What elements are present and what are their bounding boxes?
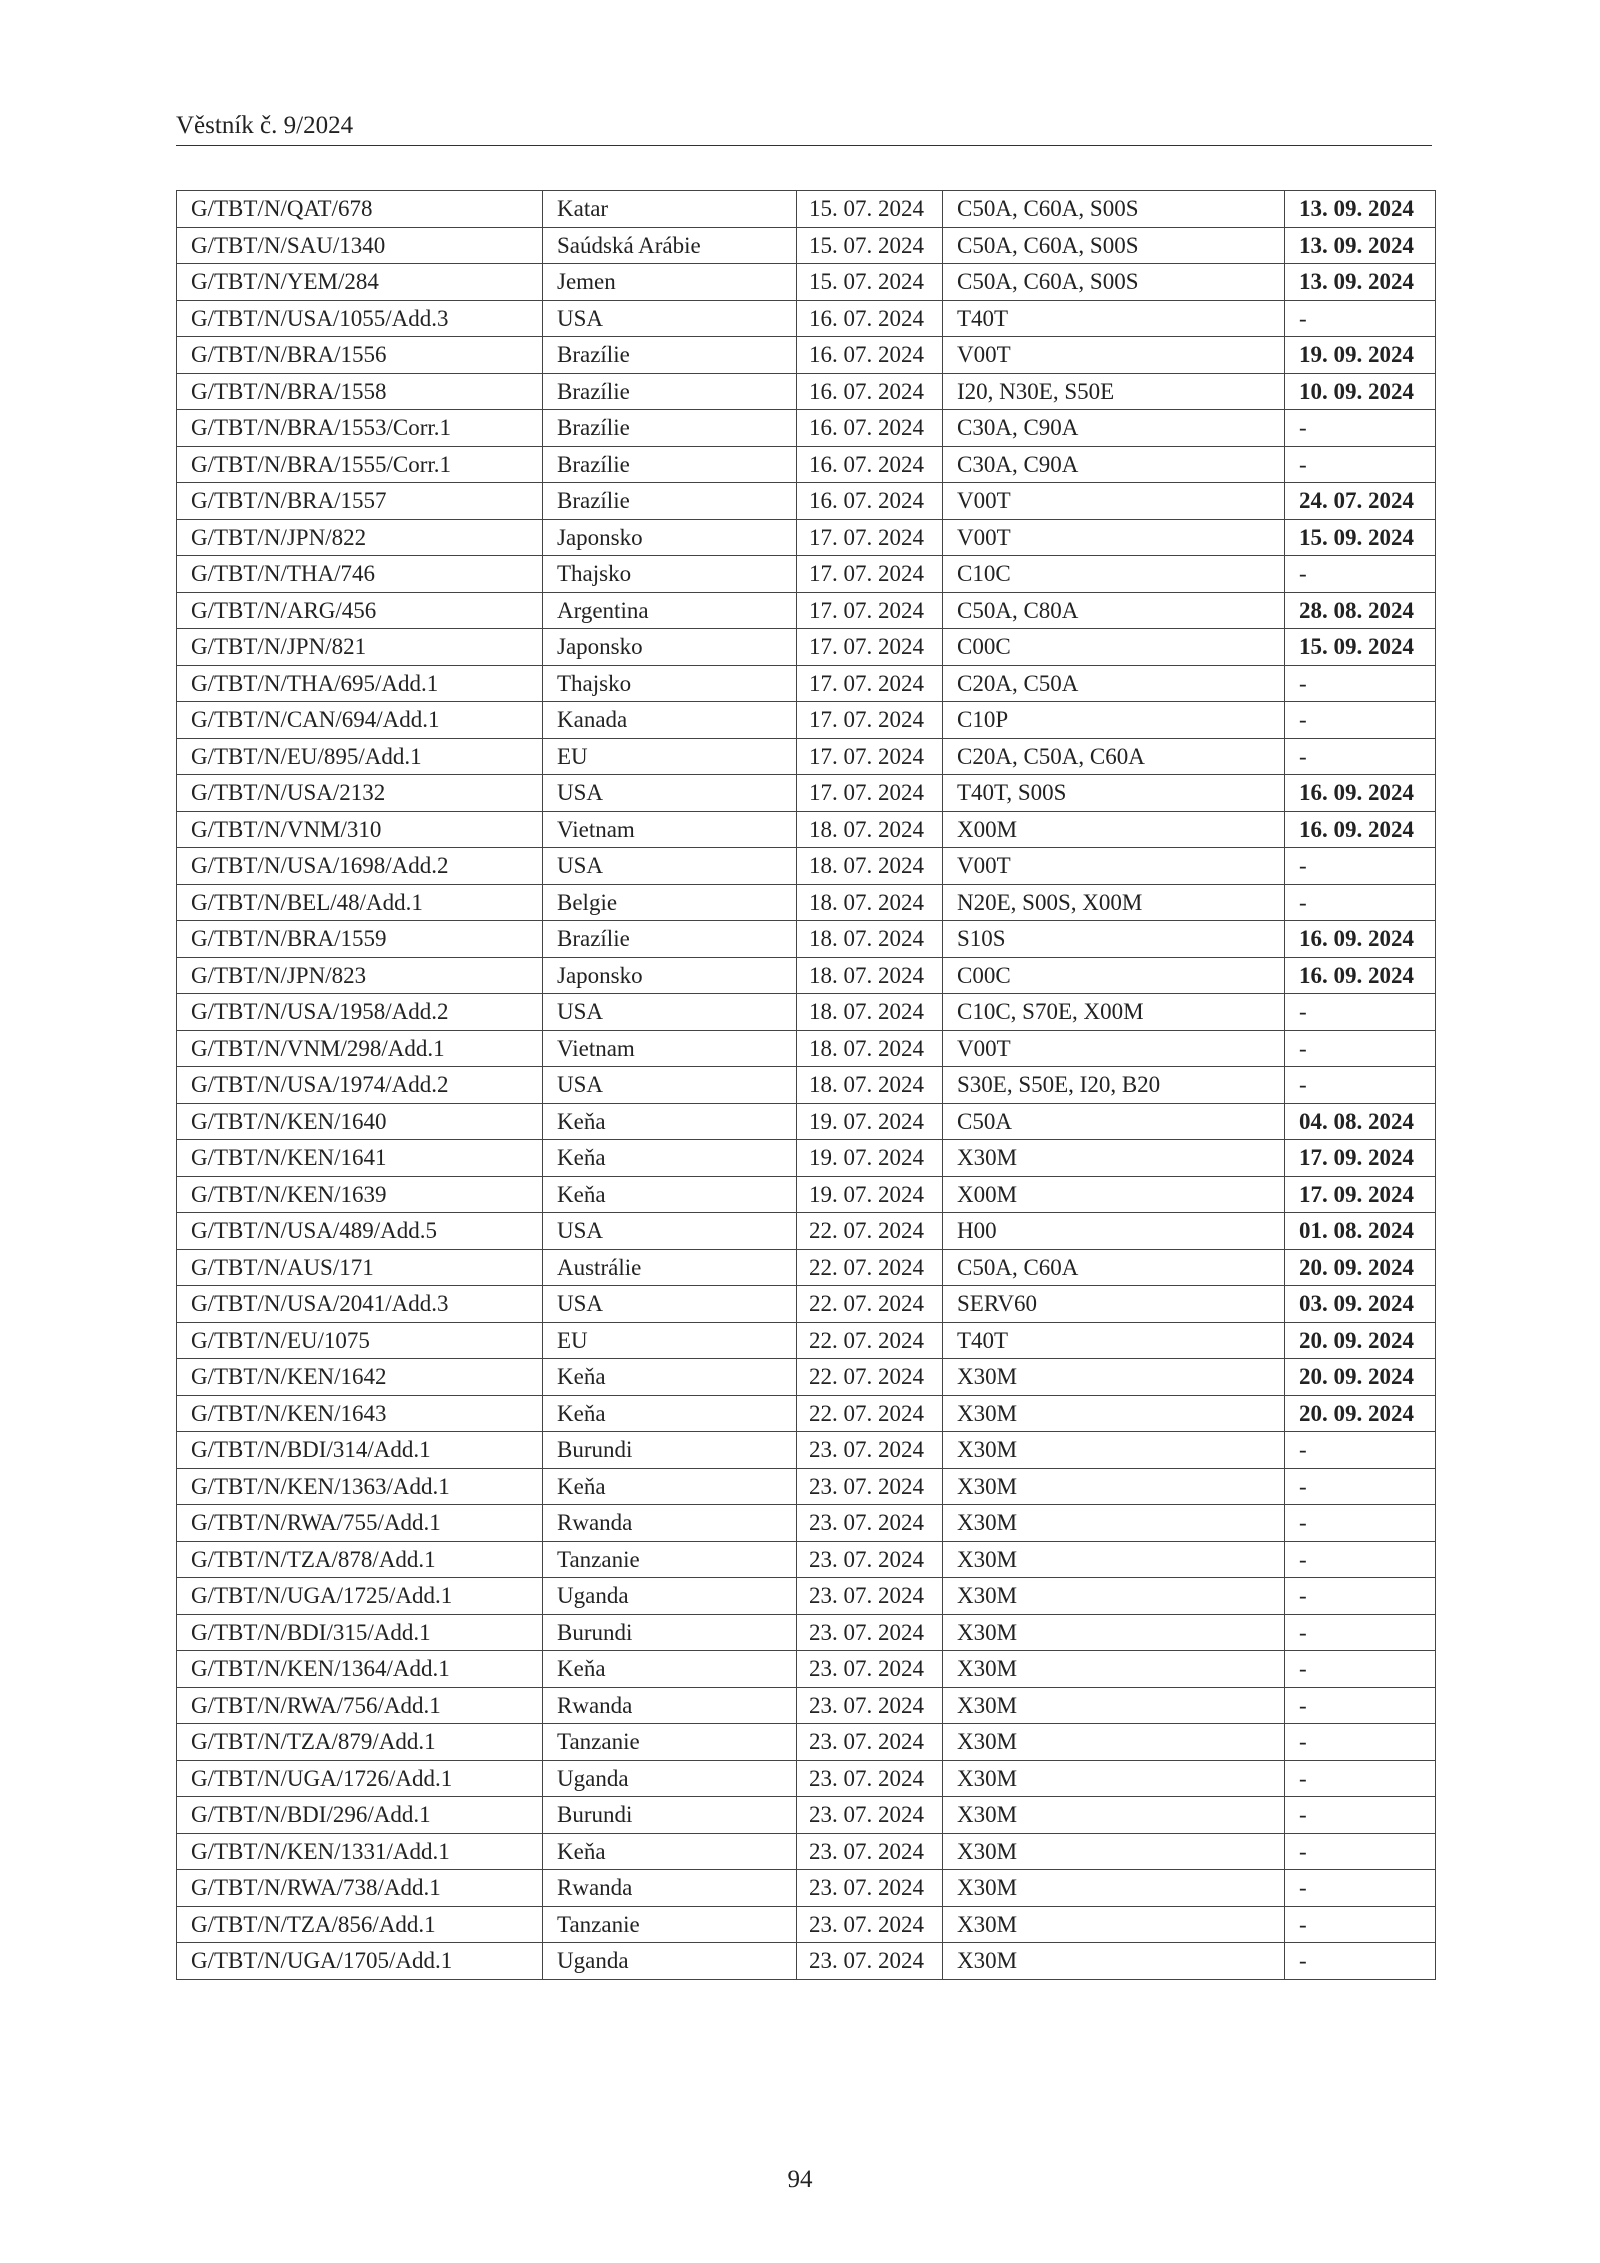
country-cell: Brazílie: [543, 410, 797, 447]
deadline-cell: -: [1285, 1432, 1436, 1469]
date-cell: 15. 07. 2024: [797, 264, 943, 301]
deadline-cell: -: [1285, 1760, 1436, 1797]
table-row: [177, 1833, 1436, 1870]
deadline-cell: -: [1285, 556, 1436, 593]
date-cell: 17. 07. 2024: [797, 592, 943, 629]
table-row: [177, 1249, 1436, 1286]
deadline-cell: 24. 07. 2024: [1285, 483, 1436, 520]
date-cell: 17. 07. 2024: [797, 519, 943, 556]
date-cell: 22. 07. 2024: [797, 1286, 943, 1323]
notification-id-cell: G/TBT/N/BRA/1556: [177, 337, 543, 374]
date-cell: 17. 07. 2024: [797, 738, 943, 775]
notification-id-cell: G/TBT/N/USA/2132: [177, 775, 543, 812]
table-row: [177, 1943, 1436, 1980]
table-row: [177, 738, 1436, 775]
notification-id-cell: G/TBT/N/VNM/310: [177, 811, 543, 848]
date-cell: 18. 07. 2024: [797, 1030, 943, 1067]
notification-id-cell: G/TBT/N/BDI/315/Add.1: [177, 1614, 543, 1651]
country-cell: Burundi: [543, 1614, 797, 1651]
code-cell: C30A, C90A: [943, 410, 1285, 447]
deadline-cell: 15. 09. 2024: [1285, 629, 1436, 666]
country-cell: Rwanda: [543, 1687, 797, 1724]
date-cell: 17. 07. 2024: [797, 629, 943, 666]
deadline-cell: -: [1285, 848, 1436, 885]
code-cell: X30M: [943, 1943, 1285, 1980]
table-row: [177, 410, 1436, 447]
deadline-cell: -: [1285, 446, 1436, 483]
notification-id-cell: G/TBT/N/KEN/1363/Add.1: [177, 1468, 543, 1505]
country-cell: Vietnam: [543, 811, 797, 848]
notification-id-cell: G/TBT/N/EU/1075: [177, 1322, 543, 1359]
notification-id-cell: G/TBT/N/KEN/1640: [177, 1103, 543, 1140]
notification-id-cell: G/TBT/N/THA/746: [177, 556, 543, 593]
table-row: [177, 811, 1436, 848]
notification-id-cell: G/TBT/N/USA/489/Add.5: [177, 1213, 543, 1250]
table-row: [177, 957, 1436, 994]
country-cell: Rwanda: [543, 1505, 797, 1542]
code-cell: C30A, C90A: [943, 446, 1285, 483]
notification-id-cell: G/TBT/N/YEM/284: [177, 264, 543, 301]
table-row: [177, 1651, 1436, 1688]
country-cell: Brazílie: [543, 921, 797, 958]
table-row: [177, 1687, 1436, 1724]
notification-id-cell: G/TBT/N/KEN/1639: [177, 1176, 543, 1213]
country-cell: Saúdská Arábie: [543, 227, 797, 264]
deadline-cell: 16. 09. 2024: [1285, 811, 1436, 848]
date-cell: 23. 07. 2024: [797, 1468, 943, 1505]
deadline-cell: -: [1285, 1833, 1436, 1870]
deadline-cell: 15. 09. 2024: [1285, 519, 1436, 556]
country-cell: USA: [543, 300, 797, 337]
table-row: [177, 1286, 1436, 1323]
date-cell: 15. 07. 2024: [797, 191, 943, 228]
date-cell: 23. 07. 2024: [797, 1541, 943, 1578]
deadline-cell: -: [1285, 410, 1436, 447]
country-cell: Japonsko: [543, 629, 797, 666]
table-row: [177, 1505, 1436, 1542]
date-cell: 19. 07. 2024: [797, 1176, 943, 1213]
table-body: [177, 191, 1436, 1980]
table-row: [177, 592, 1436, 629]
country-cell: USA: [543, 1067, 797, 1104]
country-cell: Brazílie: [543, 483, 797, 520]
deadline-cell: -: [1285, 884, 1436, 921]
deadline-cell: -: [1285, 1505, 1436, 1542]
notification-id-cell: G/TBT/N/KEN/1643: [177, 1395, 543, 1432]
table-row: [177, 702, 1436, 739]
country-cell: Keňa: [543, 1468, 797, 1505]
table-row: [177, 373, 1436, 410]
code-cell: T40T: [943, 1322, 1285, 1359]
date-cell: 17. 07. 2024: [797, 775, 943, 812]
code-cell: T40T: [943, 300, 1285, 337]
code-cell: C50A, C60A, S00S: [943, 191, 1285, 228]
date-cell: 15. 07. 2024: [797, 227, 943, 264]
table-row: [177, 191, 1436, 228]
code-cell: X30M: [943, 1760, 1285, 1797]
notification-id-cell: G/TBT/N/USA/1974/Add.2: [177, 1067, 543, 1104]
country-cell: Keňa: [543, 1395, 797, 1432]
table-row: [177, 921, 1436, 958]
date-cell: 16. 07. 2024: [797, 410, 943, 447]
deadline-cell: -: [1285, 738, 1436, 775]
notification-id-cell: G/TBT/N/BRA/1557: [177, 483, 543, 520]
country-cell: Uganda: [543, 1578, 797, 1615]
table-row: [177, 337, 1436, 374]
date-cell: 23. 07. 2024: [797, 1906, 943, 1943]
table-row: [177, 1541, 1436, 1578]
deadline-cell: 01. 08. 2024: [1285, 1213, 1436, 1250]
country-cell: Argentina: [543, 592, 797, 629]
table-row: [177, 1906, 1436, 1943]
notification-id-cell: G/TBT/N/ARG/456: [177, 592, 543, 629]
country-cell: USA: [543, 994, 797, 1031]
notification-id-cell: G/TBT/N/RWA/755/Add.1: [177, 1505, 543, 1542]
deadline-cell: -: [1285, 1578, 1436, 1615]
date-cell: 18. 07. 2024: [797, 884, 943, 921]
code-cell: H00: [943, 1213, 1285, 1250]
notification-id-cell: G/TBT/N/UGA/1726/Add.1: [177, 1760, 543, 1797]
table-row: [177, 1797, 1436, 1834]
date-cell: 23. 07. 2024: [797, 1724, 943, 1761]
country-cell: Keňa: [543, 1176, 797, 1213]
country-cell: USA: [543, 1286, 797, 1323]
code-cell: C20A, C50A, C60A: [943, 738, 1285, 775]
country-cell: USA: [543, 1213, 797, 1250]
notification-id-cell: G/TBT/N/UGA/1705/Add.1: [177, 1943, 543, 1980]
country-cell: EU: [543, 1322, 797, 1359]
country-cell: Tanzanie: [543, 1906, 797, 1943]
table-row: [177, 1614, 1436, 1651]
table-row: [177, 1030, 1436, 1067]
code-cell: C20A, C50A: [943, 665, 1285, 702]
deadline-cell: 10. 09. 2024: [1285, 373, 1436, 410]
date-cell: 22. 07. 2024: [797, 1359, 943, 1396]
date-cell: 18. 07. 2024: [797, 957, 943, 994]
table-row: [177, 1760, 1436, 1797]
notification-id-cell: G/TBT/N/THA/695/Add.1: [177, 665, 543, 702]
code-cell: X30M: [943, 1833, 1285, 1870]
deadline-cell: 20. 09. 2024: [1285, 1249, 1436, 1286]
code-cell: V00T: [943, 483, 1285, 520]
deadline-cell: 28. 08. 2024: [1285, 592, 1436, 629]
code-cell: X30M: [943, 1614, 1285, 1651]
deadline-cell: 20. 09. 2024: [1285, 1322, 1436, 1359]
notification-id-cell: G/TBT/N/KEN/1641: [177, 1140, 543, 1177]
date-cell: 18. 07. 2024: [797, 994, 943, 1031]
date-cell: 22. 07. 2024: [797, 1213, 943, 1250]
date-cell: 23. 07. 2024: [797, 1870, 943, 1907]
notification-id-cell: G/TBT/N/BEL/48/Add.1: [177, 884, 543, 921]
country-cell: Japonsko: [543, 957, 797, 994]
code-cell: C50A, C60A, S00S: [943, 264, 1285, 301]
code-cell: X30M: [943, 1505, 1285, 1542]
country-cell: Jemen: [543, 264, 797, 301]
country-cell: Keňa: [543, 1651, 797, 1688]
deadline-cell: -: [1285, 1870, 1436, 1907]
date-cell: 18. 07. 2024: [797, 811, 943, 848]
deadline-cell: -: [1285, 1687, 1436, 1724]
notification-id-cell: G/TBT/N/JPN/822: [177, 519, 543, 556]
deadline-cell: 19. 09. 2024: [1285, 337, 1436, 374]
notification-id-cell: G/TBT/N/USA/1055/Add.3: [177, 300, 543, 337]
country-cell: Keňa: [543, 1140, 797, 1177]
notification-id-cell: G/TBT/N/SAU/1340: [177, 227, 543, 264]
table-row: [177, 1213, 1436, 1250]
deadline-cell: 17. 09. 2024: [1285, 1176, 1436, 1213]
notification-id-cell: G/TBT/N/BRA/1559: [177, 921, 543, 958]
country-cell: Brazílie: [543, 337, 797, 374]
notification-id-cell: G/TBT/N/TZA/879/Add.1: [177, 1724, 543, 1761]
date-cell: 17. 07. 2024: [797, 665, 943, 702]
country-cell: EU: [543, 738, 797, 775]
deadline-cell: -: [1285, 1651, 1436, 1688]
country-cell: Tanzanie: [543, 1541, 797, 1578]
notification-id-cell: G/TBT/N/USA/1958/Add.2: [177, 994, 543, 1031]
date-cell: 16. 07. 2024: [797, 373, 943, 410]
country-cell: Thajsko: [543, 665, 797, 702]
table-row: [177, 884, 1436, 921]
deadline-cell: -: [1285, 1468, 1436, 1505]
page-number: 94: [787, 2166, 813, 2193]
code-cell: X30M: [943, 1687, 1285, 1724]
code-cell: X30M: [943, 1541, 1285, 1578]
code-cell: C10C: [943, 556, 1285, 593]
code-cell: V00T: [943, 848, 1285, 885]
date-cell: 23. 07. 2024: [797, 1651, 943, 1688]
table-row: [177, 1578, 1436, 1615]
table-row: [177, 1067, 1436, 1104]
date-cell: 18. 07. 2024: [797, 848, 943, 885]
deadline-cell: 16. 09. 2024: [1285, 957, 1436, 994]
date-cell: 23. 07. 2024: [797, 1943, 943, 1980]
table-row: [177, 1140, 1436, 1177]
notification-id-cell: G/TBT/N/UGA/1725/Add.1: [177, 1578, 543, 1615]
notification-id-cell: G/TBT/N/BDI/296/Add.1: [177, 1797, 543, 1834]
country-cell: Rwanda: [543, 1870, 797, 1907]
code-cell: X30M: [943, 1140, 1285, 1177]
deadline-cell: 16. 09. 2024: [1285, 775, 1436, 812]
table-row: [177, 775, 1436, 812]
country-cell: Brazílie: [543, 446, 797, 483]
date-cell: 19. 07. 2024: [797, 1103, 943, 1140]
deadline-cell: -: [1285, 665, 1436, 702]
country-cell: Japonsko: [543, 519, 797, 556]
deadline-cell: -: [1285, 702, 1436, 739]
date-cell: 17. 07. 2024: [797, 556, 943, 593]
header-divider: [176, 145, 1432, 146]
notification-id-cell: G/TBT/N/JPN/823: [177, 957, 543, 994]
country-cell: USA: [543, 848, 797, 885]
notification-id-cell: G/TBT/N/VNM/298/Add.1: [177, 1030, 543, 1067]
table-row: [177, 300, 1436, 337]
table-row: [177, 1724, 1436, 1761]
country-cell: Vietnam: [543, 1030, 797, 1067]
country-cell: Uganda: [543, 1760, 797, 1797]
deadline-cell: 20. 09. 2024: [1285, 1359, 1436, 1396]
country-cell: Burundi: [543, 1432, 797, 1469]
deadline-cell: -: [1285, 1541, 1436, 1578]
date-cell: 16. 07. 2024: [797, 337, 943, 374]
code-cell: X30M: [943, 1395, 1285, 1432]
code-cell: X30M: [943, 1432, 1285, 1469]
table-row: [177, 1322, 1436, 1359]
deadline-cell: 20. 09. 2024: [1285, 1395, 1436, 1432]
country-cell: USA: [543, 775, 797, 812]
date-cell: 22. 07. 2024: [797, 1249, 943, 1286]
code-cell: C50A, C60A: [943, 1249, 1285, 1286]
table-row: [177, 519, 1436, 556]
country-cell: Keňa: [543, 1103, 797, 1140]
code-cell: T40T, S00S: [943, 775, 1285, 812]
notification-id-cell: G/TBT/N/JPN/821: [177, 629, 543, 666]
date-cell: 19. 07. 2024: [797, 1140, 943, 1177]
date-cell: 23. 07. 2024: [797, 1432, 943, 1469]
deadline-cell: 13. 09. 2024: [1285, 227, 1436, 264]
deadline-cell: 13. 09. 2024: [1285, 264, 1436, 301]
date-cell: 23. 07. 2024: [797, 1760, 943, 1797]
country-cell: Austrálie: [543, 1249, 797, 1286]
country-cell: Thajsko: [543, 556, 797, 593]
table-row: [177, 1103, 1436, 1140]
table-row: [177, 264, 1436, 301]
notification-id-cell: G/TBT/N/EU/895/Add.1: [177, 738, 543, 775]
code-cell: V00T: [943, 337, 1285, 374]
code-cell: X30M: [943, 1651, 1285, 1688]
deadline-cell: 17. 09. 2024: [1285, 1140, 1436, 1177]
notification-id-cell: G/TBT/N/TZA/856/Add.1: [177, 1906, 543, 1943]
table-row: [177, 556, 1436, 593]
deadline-cell: 13. 09. 2024: [1285, 191, 1436, 228]
journal-header: Věstník č. 9/2024: [176, 112, 354, 139]
notification-id-cell: G/TBT/N/RWA/738/Add.1: [177, 1870, 543, 1907]
table-row: [177, 1432, 1436, 1469]
table-row: [177, 994, 1436, 1031]
deadline-cell: 03. 09. 2024: [1285, 1286, 1436, 1323]
deadline-cell: -: [1285, 1030, 1436, 1067]
code-cell: C50A, C80A: [943, 592, 1285, 629]
code-cell: S10S: [943, 921, 1285, 958]
deadline-cell: -: [1285, 1906, 1436, 1943]
code-cell: C00C: [943, 957, 1285, 994]
code-cell: V00T: [943, 1030, 1285, 1067]
notification-id-cell: G/TBT/N/BRA/1553/Corr.1: [177, 410, 543, 447]
code-cell: X30M: [943, 1359, 1285, 1396]
code-cell: C00C: [943, 629, 1285, 666]
deadline-cell: -: [1285, 1614, 1436, 1651]
code-cell: X00M: [943, 1176, 1285, 1213]
notification-id-cell: G/TBT/N/KEN/1331/Add.1: [177, 1833, 543, 1870]
date-cell: 16. 07. 2024: [797, 300, 943, 337]
country-cell: Belgie: [543, 884, 797, 921]
code-cell: X30M: [943, 1870, 1285, 1907]
date-cell: 16. 07. 2024: [797, 446, 943, 483]
notification-id-cell: G/TBT/N/AUS/171: [177, 1249, 543, 1286]
notification-id-cell: G/TBT/N/BDI/314/Add.1: [177, 1432, 543, 1469]
code-cell: N20E, S00S, X00M: [943, 884, 1285, 921]
code-cell: SERV60: [943, 1286, 1285, 1323]
code-cell: C50A, C60A, S00S: [943, 227, 1285, 264]
notification-id-cell: G/TBT/N/QAT/678: [177, 191, 543, 228]
date-cell: 23. 07. 2024: [797, 1797, 943, 1834]
deadline-cell: 16. 09. 2024: [1285, 921, 1436, 958]
date-cell: 22. 07. 2024: [797, 1395, 943, 1432]
date-cell: 23. 07. 2024: [797, 1833, 943, 1870]
notification-id-cell: G/TBT/N/RWA/756/Add.1: [177, 1687, 543, 1724]
code-cell: I20, N30E, S50E: [943, 373, 1285, 410]
date-cell: 22. 07. 2024: [797, 1322, 943, 1359]
notification-id-cell: G/TBT/N/BRA/1555/Corr.1: [177, 446, 543, 483]
notification-id-cell: G/TBT/N/TZA/878/Add.1: [177, 1541, 543, 1578]
code-cell: X30M: [943, 1578, 1285, 1615]
table-row: [177, 1395, 1436, 1432]
code-cell: X30M: [943, 1797, 1285, 1834]
table-row: [177, 1176, 1436, 1213]
notification-id-cell: G/TBT/N/KEN/1364/Add.1: [177, 1651, 543, 1688]
table-row: [177, 1468, 1436, 1505]
date-cell: 18. 07. 2024: [797, 1067, 943, 1104]
date-cell: 23. 07. 2024: [797, 1687, 943, 1724]
deadline-cell: -: [1285, 1067, 1436, 1104]
table-row: [177, 483, 1436, 520]
date-cell: 23. 07. 2024: [797, 1505, 943, 1542]
notification-id-cell: G/TBT/N/CAN/694/Add.1: [177, 702, 543, 739]
notification-table: [176, 190, 1436, 1980]
notification-id-cell: G/TBT/N/USA/2041/Add.3: [177, 1286, 543, 1323]
code-cell: S30E, S50E, I20, B20: [943, 1067, 1285, 1104]
country-cell: Katar: [543, 191, 797, 228]
code-cell: C10P: [943, 702, 1285, 739]
country-cell: Uganda: [543, 1943, 797, 1980]
table-row: [177, 227, 1436, 264]
notification-id-cell: G/TBT/N/BRA/1558: [177, 373, 543, 410]
notification-id-cell: G/TBT/N/USA/1698/Add.2: [177, 848, 543, 885]
table-row: [177, 665, 1436, 702]
country-cell: Keňa: [543, 1833, 797, 1870]
code-cell: X30M: [943, 1724, 1285, 1761]
date-cell: 23. 07. 2024: [797, 1578, 943, 1615]
date-cell: 16. 07. 2024: [797, 483, 943, 520]
table-row: [177, 1359, 1436, 1396]
date-cell: 18. 07. 2024: [797, 921, 943, 958]
country-cell: Kanada: [543, 702, 797, 739]
notification-id-cell: G/TBT/N/KEN/1642: [177, 1359, 543, 1396]
country-cell: Burundi: [543, 1797, 797, 1834]
table-row: [177, 1870, 1436, 1907]
country-cell: Keňa: [543, 1359, 797, 1396]
deadline-cell: 04. 08. 2024: [1285, 1103, 1436, 1140]
table-row: [177, 848, 1436, 885]
deadline-cell: -: [1285, 300, 1436, 337]
table-row: [177, 629, 1436, 666]
deadline-cell: -: [1285, 1724, 1436, 1761]
country-cell: Tanzanie: [543, 1724, 797, 1761]
code-cell: C10C, S70E, X00M: [943, 994, 1285, 1031]
code-cell: X30M: [943, 1468, 1285, 1505]
deadline-cell: -: [1285, 994, 1436, 1031]
table-row: [177, 446, 1436, 483]
date-cell: 23. 07. 2024: [797, 1614, 943, 1651]
code-cell: X30M: [943, 1906, 1285, 1943]
deadline-cell: -: [1285, 1797, 1436, 1834]
deadline-cell: -: [1285, 1943, 1436, 1980]
code-cell: V00T: [943, 519, 1285, 556]
date-cell: 17. 07. 2024: [797, 702, 943, 739]
code-cell: X00M: [943, 811, 1285, 848]
code-cell: C50A: [943, 1103, 1285, 1140]
country-cell: Brazílie: [543, 373, 797, 410]
